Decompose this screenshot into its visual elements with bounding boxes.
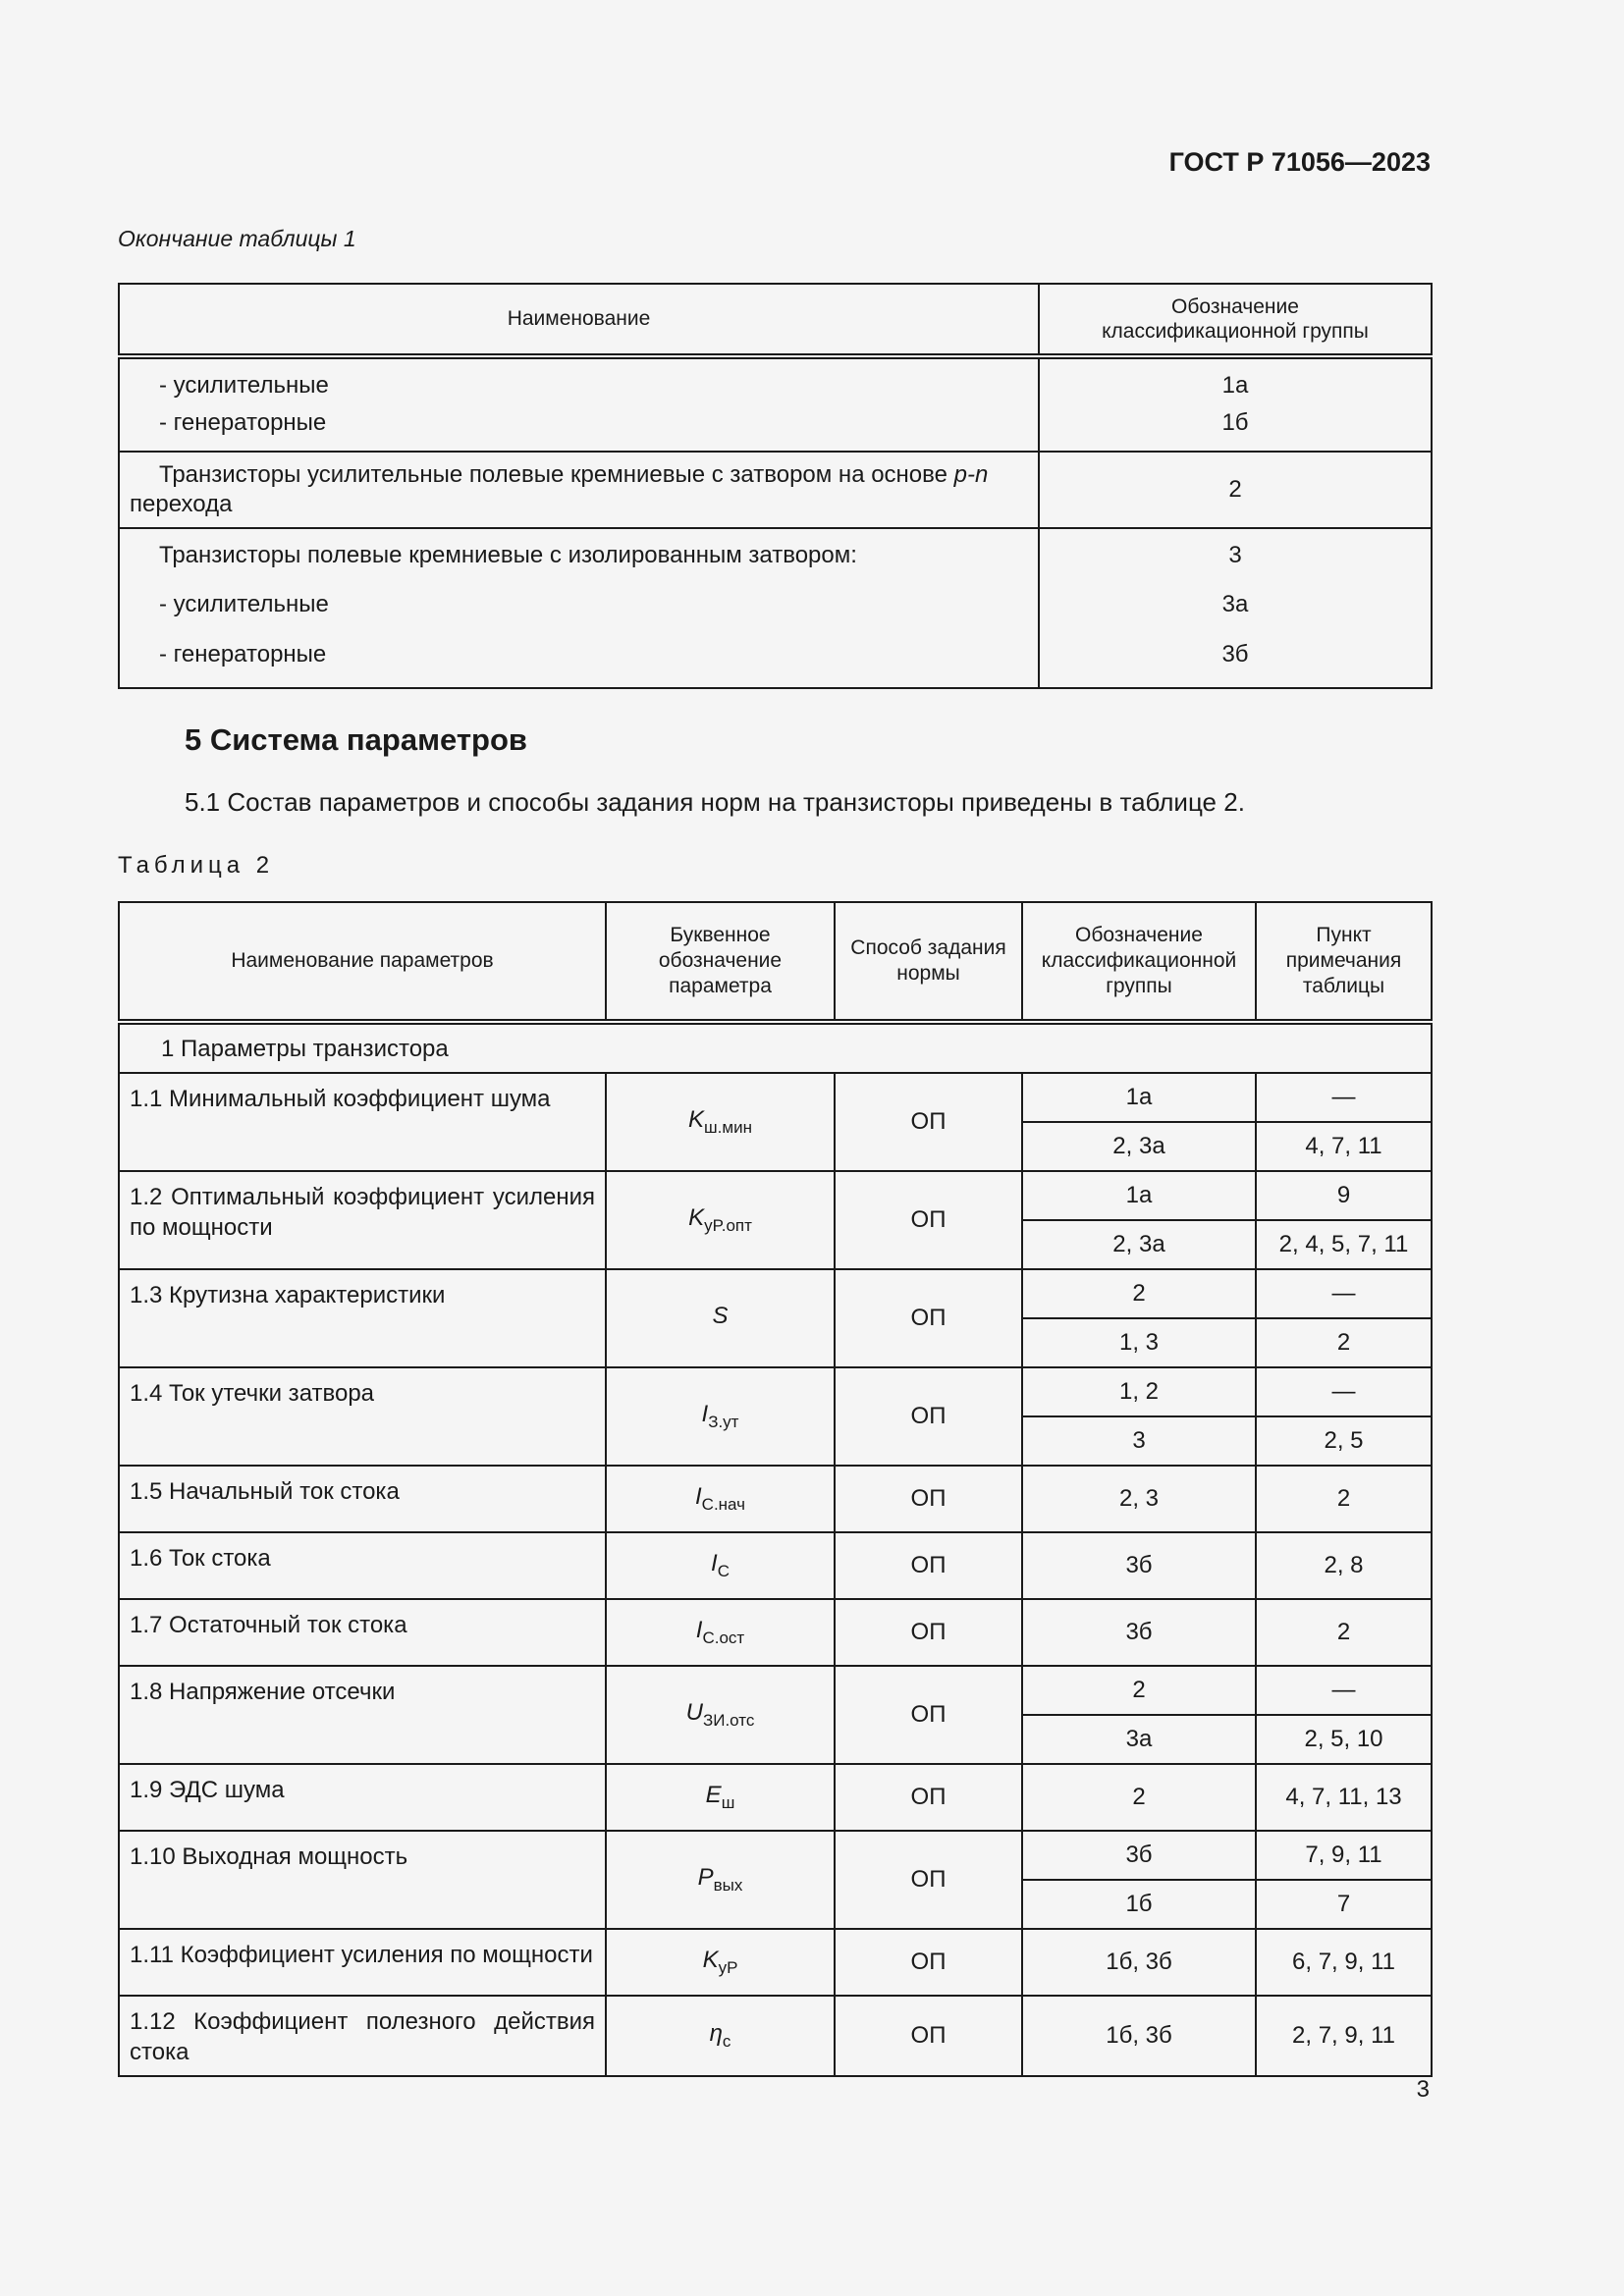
group-code: 1, 3	[1022, 1318, 1256, 1367]
group-code: 3	[1228, 541, 1242, 568]
note-ref: 2, 4, 5, 7, 11	[1256, 1220, 1432, 1269]
param-name: 1.9 ЭДС шума	[119, 1764, 606, 1831]
symbol-main: I	[711, 1550, 718, 1577]
param-symbol	[606, 1269, 835, 1367]
norm-method: ОП	[835, 1666, 1022, 1764]
symbol-main: I	[701, 1401, 709, 1428]
table-row	[119, 1996, 1432, 2076]
symbol-main: I	[695, 1617, 703, 1644]
norm-method: ОП	[835, 1073, 1022, 1171]
param-name: 1.1 Минимальный коэффициент шума	[119, 1073, 606, 1171]
symbol-main: S	[712, 1303, 729, 1330]
symbol-sub: с	[722, 2032, 731, 2052]
table2-section-row	[119, 1022, 1432, 1073]
param-symbol	[606, 1171, 835, 1269]
table2-col-name: Наименование параметров	[119, 902, 606, 1022]
norm-method: ОП	[835, 1367, 1022, 1466]
group-code: 1б	[1221, 409, 1249, 437]
group-code: 2, 3а	[1022, 1122, 1256, 1171]
note-ref: —	[1256, 1269, 1432, 1318]
note-ref: 4, 7, 11, 13	[1256, 1764, 1432, 1831]
table-row	[119, 1073, 1432, 1122]
param-symbol	[606, 1367, 835, 1466]
group-code: 1б	[1022, 1880, 1256, 1929]
section-title: 5 Система параметров	[185, 722, 527, 757]
symbol-main: E	[705, 1782, 722, 1809]
note-ref: 7, 9, 11	[1256, 1831, 1432, 1880]
list-item: - генераторные	[159, 640, 327, 667]
table2-col-method: Способ задания нормы	[835, 902, 1022, 1022]
group-code: 3а	[1022, 1715, 1256, 1764]
group-code: 2	[1022, 1269, 1256, 1318]
table-row	[119, 1171, 1432, 1220]
param-name: 1.8 Напряжение отсечки	[119, 1666, 606, 1764]
param-name: 1.4 Ток утечки затвора	[119, 1367, 606, 1466]
norm-method: ОП	[835, 1269, 1022, 1367]
param-name: 1.12 Коэффициент полезного действия стока	[119, 1996, 606, 2076]
group-code: 2	[1039, 452, 1432, 528]
param-name: 1.5 Начальный ток стока	[119, 1466, 606, 1532]
norm-method: ОП	[835, 1929, 1022, 1996]
table-row	[119, 1269, 1432, 1318]
param-symbol	[606, 1929, 835, 1996]
section-paragraph: 5.1 Состав параметров и способы задания норм на транзисторы приведены в таблице 2.	[185, 787, 1245, 817]
note-ref: —	[1256, 1367, 1432, 1416]
table2-col-group: Обозначение классификационной группы	[1022, 902, 1256, 1022]
table-row	[119, 1764, 1432, 1831]
symbol-sub: С.нач	[701, 1494, 745, 1514]
param-symbol	[606, 1996, 835, 2076]
list-item: - усилительные	[159, 372, 329, 399]
note-ref: 9	[1256, 1171, 1432, 1220]
note-ref: 2, 7, 9, 11	[1256, 1996, 1432, 2076]
norm-method: ОП	[835, 1466, 1022, 1532]
symbol-sub: С.ост	[702, 1628, 745, 1647]
group-code: 2, 3а	[1022, 1220, 1256, 1269]
note-ref: —	[1256, 1666, 1432, 1715]
section-label: 1 Параметры транзистора	[119, 1022, 1432, 1073]
table-row	[119, 452, 1432, 528]
symbol-main: K	[688, 1204, 705, 1232]
param-name: 1.10 Выходная мощность	[119, 1831, 606, 1929]
symbol-main: K	[688, 1106, 705, 1134]
table-row	[119, 1599, 1432, 1666]
norm-method: ОП	[835, 1831, 1022, 1929]
param-symbol	[606, 1764, 835, 1831]
param-symbol	[606, 1666, 835, 1764]
table1-col-code: Обозначение классификационной группы	[1039, 284, 1432, 356]
list-item: - усилительные	[159, 591, 329, 618]
param-symbol	[606, 1599, 835, 1666]
note-ref: 2	[1256, 1466, 1432, 1532]
group-code: 2	[1022, 1764, 1256, 1831]
symbol-sub: С	[717, 1561, 730, 1580]
symbol-sub: З.ут	[708, 1412, 739, 1431]
list-item: - генераторные	[159, 409, 327, 437]
symbol-main: P	[697, 1864, 714, 1892]
group-code: 3б	[1221, 640, 1249, 667]
symbol-main: I	[695, 1483, 702, 1511]
table2-col-symbol: Буквенное обозначение параметра	[606, 902, 835, 1022]
table-row	[119, 1532, 1432, 1599]
symbol-sub: ЗИ.отс	[702, 1710, 755, 1730]
param-name: 1.6 Ток стока	[119, 1532, 606, 1599]
param-name: 1.11 Коэффициент усиления по мощности	[119, 1929, 606, 1996]
group-code: 1а	[1022, 1073, 1256, 1122]
norm-method: ОП	[835, 1996, 1022, 2076]
table-row	[119, 528, 1432, 688]
note-ref: 2	[1256, 1599, 1432, 1666]
param-symbol	[606, 1831, 835, 1929]
symbol-sub: уP	[718, 1957, 738, 1977]
table-2	[118, 901, 1433, 2077]
group-code: 2	[1022, 1666, 1256, 1715]
group-code: 3	[1022, 1416, 1256, 1466]
table2-caption: Таблица 2	[118, 852, 275, 879]
note-ref: 6, 7, 9, 11	[1256, 1929, 1432, 1996]
group-code: 2, 3	[1022, 1466, 1256, 1532]
table1-caption: Окончание таблицы 1	[118, 226, 356, 251]
group-code: 1а	[1221, 372, 1249, 399]
param-symbol	[606, 1466, 835, 1532]
norm-method: ОП	[835, 1171, 1022, 1269]
note-ref: 2	[1256, 1318, 1432, 1367]
group-code: 1б, 3б	[1022, 1996, 1256, 2076]
table1-col-name: Наименование	[119, 284, 1039, 356]
row-text: Транзисторы усилительные полевые кремниевые с затвором на основе p-n перехода	[130, 460, 989, 517]
norm-method: ОП	[835, 1764, 1022, 1831]
group-code: 1, 2	[1022, 1367, 1256, 1416]
note-ref: 2, 5, 10	[1256, 1715, 1432, 1764]
row-title: Транзисторы полевые кремниевые с изолированным затвором:	[159, 541, 857, 568]
param-name: 1.3 Крутизна характеристики	[119, 1269, 606, 1367]
table-row	[119, 1666, 1432, 1715]
group-code: 3б	[1022, 1831, 1256, 1880]
symbol-main: K	[702, 1947, 719, 1974]
table2-header-row	[119, 902, 1432, 1022]
page-number: 3	[1416, 2076, 1430, 2103]
group-code: 1а	[1022, 1171, 1256, 1220]
param-name: 1.2 Оптимальный коэффициент усиления по мощности	[119, 1171, 606, 1269]
param-symbol	[606, 1532, 835, 1599]
note-ref: —	[1256, 1073, 1432, 1122]
table-row	[119, 1466, 1432, 1532]
symbol-sub: ш.мин	[704, 1117, 752, 1137]
table1-header-row	[119, 284, 1432, 356]
table-row	[119, 1831, 1432, 1880]
note-ref: 7	[1256, 1880, 1432, 1929]
table-row	[119, 1367, 1432, 1416]
note-ref: 2, 8	[1256, 1532, 1432, 1599]
param-symbol	[606, 1073, 835, 1171]
table2-col-note: Пункт примечания таблицы	[1256, 902, 1432, 1022]
symbol-sub: вых	[713, 1875, 743, 1895]
document-header: ГОСТ Р 71056—2023	[1168, 147, 1431, 177]
table-row	[119, 1929, 1432, 1996]
table-1	[118, 283, 1433, 689]
group-code: 3а	[1221, 591, 1249, 618]
group-code: 3б	[1022, 1532, 1256, 1599]
group-code: 3б	[1022, 1599, 1256, 1666]
note-ref: 4, 7, 11	[1256, 1122, 1432, 1171]
param-name: 1.7 Остаточный ток стока	[119, 1599, 606, 1666]
symbol-main: U	[685, 1699, 703, 1727]
norm-method: ОП	[835, 1599, 1022, 1666]
symbol-main: η	[709, 2020, 723, 2048]
symbol-sub: уP.опт	[704, 1215, 752, 1235]
group-code: 1б, 3б	[1022, 1929, 1256, 1996]
norm-method: ОП	[835, 1532, 1022, 1599]
symbol-sub: ш	[721, 1792, 735, 1812]
table-row	[119, 356, 1432, 452]
note-ref: 2, 5	[1256, 1416, 1432, 1466]
